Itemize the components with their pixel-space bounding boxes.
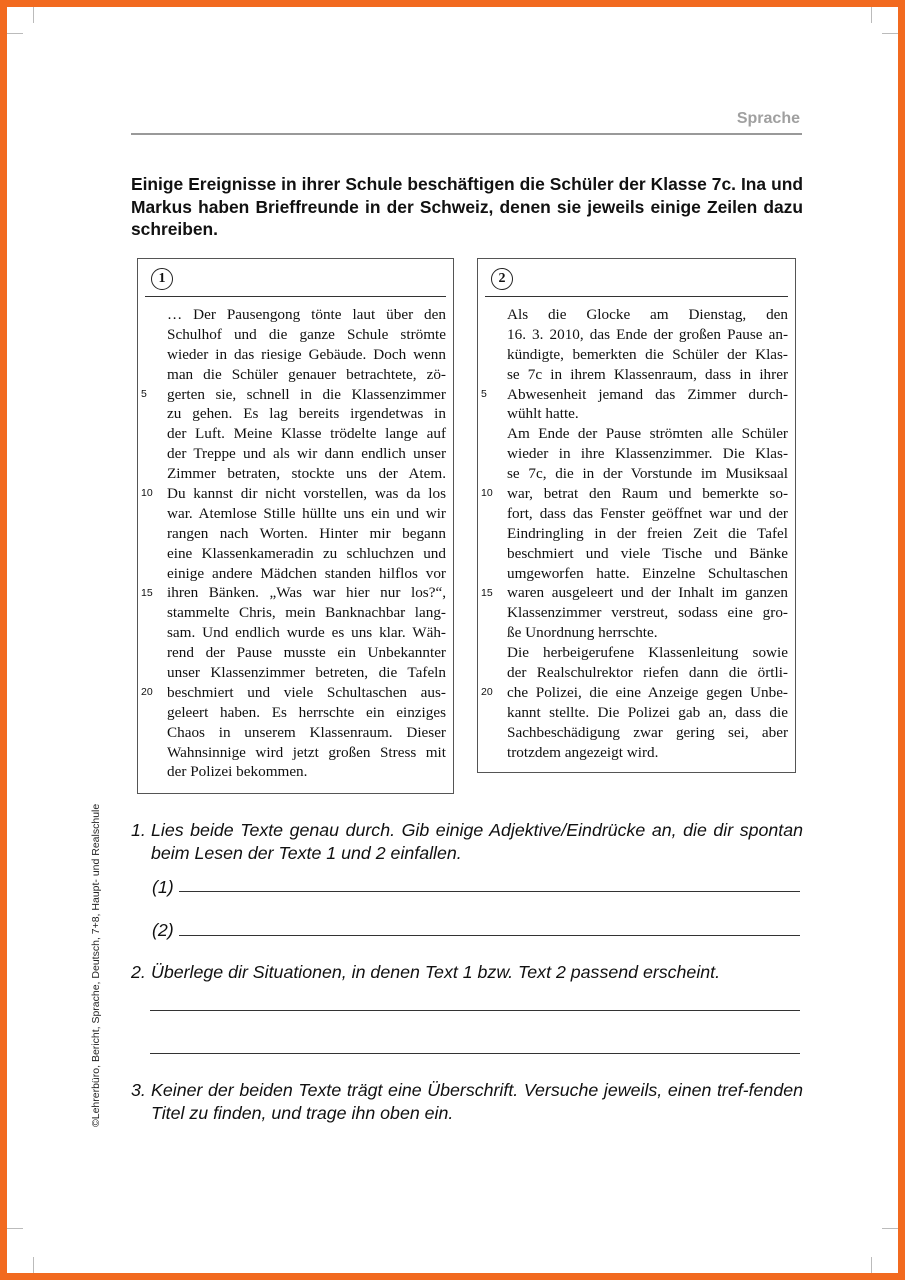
text-line: eine Klassenkameradin zu schluchzen und — [167, 544, 446, 562]
section-label: Sprache — [736, 110, 800, 127]
text-line: man die Schüler genauer betrachtete, zö- — [167, 365, 446, 383]
text-line: kannt stellte. Die Polizei gab an, dass die — [507, 703, 788, 721]
text-line: Sachbeschädigung zwar gering sei, aber — [507, 723, 788, 741]
line-number: 5 — [141, 387, 147, 400]
text-line: Als die Glocke am Dienstag, den — [507, 306, 788, 323]
text-line: der Luft. Meine Klasse trödelte lange auf — [167, 425, 446, 443]
text-line: kündigte, bemerkten die Schüler der Klas- — [507, 345, 788, 363]
task-2 — [131, 961, 803, 984]
line-number: 20 — [481, 686, 493, 699]
text-line: zu gehen. Es lag bereits irgendetwas in — [167, 405, 446, 423]
text-line: rend der Pause musste ein Unbekannter — [167, 644, 446, 662]
text-body — [481, 305, 788, 762]
task-number: 1. — [131, 820, 146, 840]
text-line: che Polizei, die eine Anzeige gegen Unbe- — [507, 683, 788, 701]
text-line: rangen nach Worten. Hinter mir begann — [167, 524, 446, 542]
crop-mark — [871, 1257, 872, 1273]
crop-mark — [882, 1228, 898, 1229]
line-number: 15 — [481, 586, 493, 599]
line-number: 10 — [481, 487, 493, 500]
text-line: beschmiert und viele Tische und Bänke — [507, 544, 788, 562]
answer-line[interactable] — [150, 1010, 800, 1011]
text-line: se 7c, die in der Vorstunde im Musiksaal — [507, 465, 788, 483]
answer-line[interactable] — [179, 891, 800, 892]
text-line: waren ausgeleert und der Inhalt im ganzen — [507, 584, 788, 602]
text-line: geleert haben. Es herrschte ein einziges — [167, 703, 446, 721]
text-line: Am Ende der Pause strömten alle Schüler — [507, 425, 788, 443]
task-3 — [131, 1079, 803, 1125]
text-line: ße Unordnung herrschte. — [507, 624, 658, 642]
line-number: 5 — [481, 387, 487, 400]
text-line: wieder in ihre Klassenzimmer. Die Klas- — [507, 445, 788, 463]
crop-mark — [7, 33, 23, 34]
task-text: Überlege dir Situationen, in denen Text 1 bzw. Text 2 passend erscheint. — [151, 962, 721, 982]
text-line: 16. 3. 2010, das Ende der großen Pause an- — [507, 325, 788, 343]
text-line: fort, dass das Fenster geöffnet war und der — [507, 504, 788, 522]
text-number-badge: 1 — [151, 268, 173, 290]
text-line: stammelte Chris, mein Banknachbar lang- — [167, 604, 446, 622]
crop-mark — [7, 1228, 23, 1229]
task-number: 2. — [131, 962, 146, 982]
text-line: … Der Pausengong tönte laut über den — [167, 306, 446, 323]
text-line: Abwesenheit jemand das Zimmer durch- — [507, 385, 788, 403]
text-line: war. Atemlose Stille hüllte uns ein und wir — [167, 504, 446, 522]
text-line: trotzdem angezeigt wird. — [507, 743, 659, 761]
text-box-1 — [137, 258, 454, 794]
text-line: beschmiert und viele Schultaschen aus- — [167, 683, 446, 701]
text-line: Die herbeigerufene Klassenleitung sowie — [507, 644, 788, 662]
header-rule — [131, 133, 802, 135]
text-line: Schulhof und die ganze Schule strömte — [167, 325, 446, 343]
text-line: der Treppe und als wir dann endlich unser — [167, 445, 446, 463]
text-line: ihren Bänken. „Was war hier nur los?“, — [167, 584, 446, 602]
text-line: Eindringling in der freien Zeit die Tafel — [507, 524, 788, 542]
text-number-badge: 2 — [491, 268, 513, 290]
task-text: Keiner der beiden Texte trägt eine Überschrift. Versuche jeweils, einen tref-fenden Titel zu finden, und trage ihn oben ein. — [151, 1080, 803, 1123]
text-line: Du kannst dir nicht vorstellen, was da los — [167, 485, 446, 503]
text-line: wühlt hatte. — [507, 405, 579, 423]
text-line: Wahnsinnige wird jetzt großen Stress mit — [167, 743, 446, 761]
answer-label: (2) — [152, 920, 174, 940]
line-number: 20 — [141, 686, 153, 699]
intro-text: Einige Ereignisse in ihrer Schule beschäftigen die Schüler der Klasse 7c. Ina und Markus haben Brieffreunde in der Schweiz, denen sie jeweils einige Zeilen dazu schreiben. — [131, 174, 803, 239]
text-box-header — [145, 259, 446, 297]
text-line: unser Klassenzimmer betreten, die Tafeln — [167, 664, 446, 682]
crop-mark — [882, 33, 898, 34]
text-box-header — [485, 259, 788, 297]
text-line: der Realschulrektor riefen dann die örtli- — [507, 664, 788, 682]
text-line: Chaos in unserem Klassenraum. Dieser — [167, 723, 446, 741]
answer-line[interactable] — [150, 1053, 800, 1054]
text-body — [141, 305, 446, 782]
copyright-credit: ©Lehrerbüro, Bericht, Sprache, Deutsch, 7+8, Haupt- und Realschule — [90, 803, 102, 1127]
answer-line[interactable] — [179, 935, 800, 936]
crop-mark — [33, 1257, 34, 1273]
text-line: einige andere Mädchen standen hilflos vor — [167, 564, 446, 582]
text-box-2 — [477, 258, 796, 773]
text-line: gerten sie, schnell in die Klassenzimmer — [167, 385, 446, 403]
line-number: 15 — [141, 586, 153, 599]
text-line: wieder in das riesige Gebäude. Doch wenn — [167, 345, 446, 363]
task-number: 3. — [131, 1080, 146, 1100]
task-text: Lies beide Texte genau durch. Gib einige Adjektive/Eindrücke an, die dir spontan beim Lesen der Texte 1 und 2 einfallen. — [151, 820, 803, 863]
text-line: sam. Und endlich wurde es uns klar. Wäh- — [167, 624, 446, 642]
text-line: war, betrat den Raum und bemerkte so- — [507, 485, 788, 503]
text-line: Klassenzimmer verstreut, sodass eine gro- — [507, 604, 788, 622]
text-line: Zimmer betraten, stockte uns der Atem. — [167, 465, 446, 483]
worksheet-page — [7, 7, 898, 1273]
task-1 — [131, 819, 803, 865]
text-line: se 7c in ihrem Klassenraum, dass in ihrer — [507, 365, 788, 383]
text-line: umgeworfen hatte. Einzelne Schultaschen — [507, 564, 788, 582]
answer-label: (1) — [152, 877, 174, 897]
crop-mark — [871, 7, 872, 23]
line-number: 10 — [141, 487, 153, 500]
crop-mark — [33, 7, 34, 23]
text-line: der Polizei bekommen. — [167, 763, 308, 781]
